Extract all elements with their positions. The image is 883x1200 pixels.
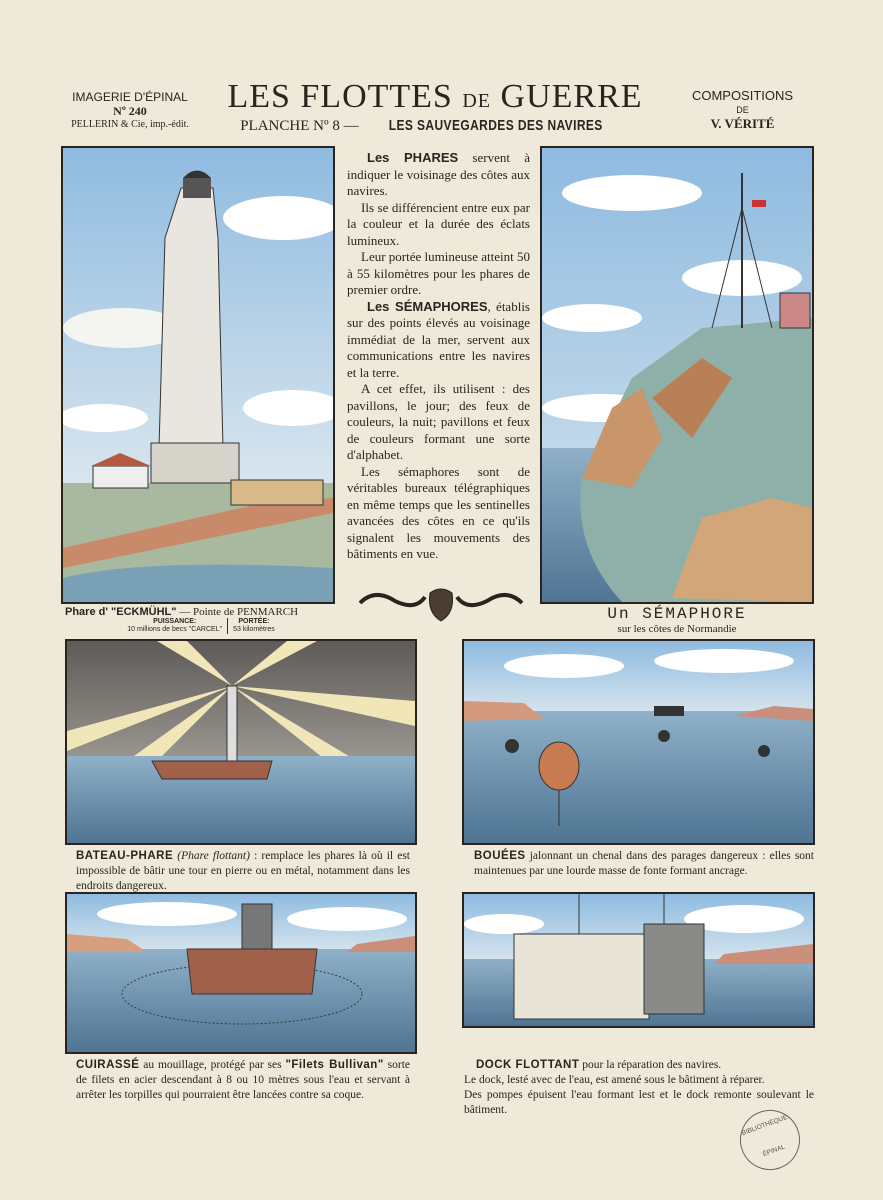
lightship-caption: BATEAU-PHARE (Phare flottant) : remplace les phares là où il est impossible de bâtir une tour en pierre ou en métal, notamment dans les endroits dangereux. [76,850,411,892]
author-name: V. VÉRITÉ [710,116,775,131]
paragraph: Ils se différencient entre eux par la couleur et la durée des éclats lumineux. [347,199,530,248]
issue-number: Nº 240 [113,104,147,118]
article-text: Les PHARES servent à indiquer le voisinage des côtes aux navires. Ils se différencient entre eux par la couleur et la durée des éclats lumineux. Leur portée lumineuse atteint 50 à 55 kilomètres pour les phares de premier ordre. Les SÉMAPHORES, établis sur des points élevés au voisinage immédiat de la mer, servent aux communications entre les navires et la terre. A cet effet, ils utilisent : des pavillons, le jour; des feux de couleurs, la nuit; pavillons et feux de couleurs formant une sorte d'alphabet. Les sémaphores sont de véritables bureaux télégraphiques en même temps que les sentinelles avancées des côtes en ce qu'ils signalent les mouvements des bâtiments en vue. [347,150,530,561]
lighthouse-caption: Phare d' "ECKMÜHL" — Pointe de PENMARCH PUISSANCE: 10 millions de becs "CARCEL" PORTÉE: 53 kilomètres [65,606,299,633]
paragraph: A cet effet, ils utilisent : des pavillons, le jour; des feux de couleurs, la nuit; pavillons et feux de couleurs formant une sorte d'alphabet. [347,381,530,462]
buoys-caption: BOUÉES jalonnant un chenal dans des parages dangereux : elles sont maintenues par une lourde masse de fonte formant ancrage. [474,850,814,877]
compositions-label: COMPOSITIONS [691,88,794,103]
ornament-icon [355,583,527,623]
page-title: LES FLOTTES DE GUERRE [227,78,643,115]
de-label: DE [736,105,749,115]
phares-heading: Les PHARES [367,150,459,165]
floating-dock-illustration [462,892,815,1028]
paragraph: Leur portée lumineuse atteint 50 à 55 kilomètres pour les phares de premier ordre. [347,249,530,297]
page-subtitle: PLANCHE Nº 8 — LES SAUVEGARDES DES NAVIRES [240,117,604,134]
printer: PELLERIN & Cie, imp.-édit. [71,119,189,130]
buoys-illustration [462,639,815,845]
lightship-illustration [65,639,417,845]
semaphores-heading: Les SÉMAPHORES [367,298,488,314]
ironclad-illustration [65,892,417,1054]
publisher-block [55,90,205,132]
library-stamp: BIBLIOTHÈQUE ÉPINAL [732,1102,809,1179]
semaphore-caption: Un SÉMAPHORE sur les côtes de Normandie [607,605,747,635]
paragraph: Les sémaphores sont de véritables bureaux télégraphiques en même temps que les sentinelles avancées des côtes en ce qu'ils signalent les mouvements des bâtiments en vue. [347,463,530,561]
lighthouse-illustration [61,146,335,604]
author-block [660,89,825,131]
publisher-name: IMAGERIE D'ÉPINAL [72,90,188,104]
semaphore-illustration [540,146,814,604]
dock-caption: DOCK FLOTTANT pour la réparation des navires. Le dock, lesté avec de l'eau, est amené sous le bâtiment à réparer. Des pompes épuisent l'eau formant lest et le dock remonte soulevant le bâtiment. [464,1059,814,1116]
ironclad-caption: CUIRASSÉ au mouillage, protégé par ses "Filets Bullivan" sorte de filets en acier descendant à 8 ou 10 mètres sous l'eau et servant à arrêter les torpilles qui pourraient être lancées contre sa coque. [76,1059,410,1101]
